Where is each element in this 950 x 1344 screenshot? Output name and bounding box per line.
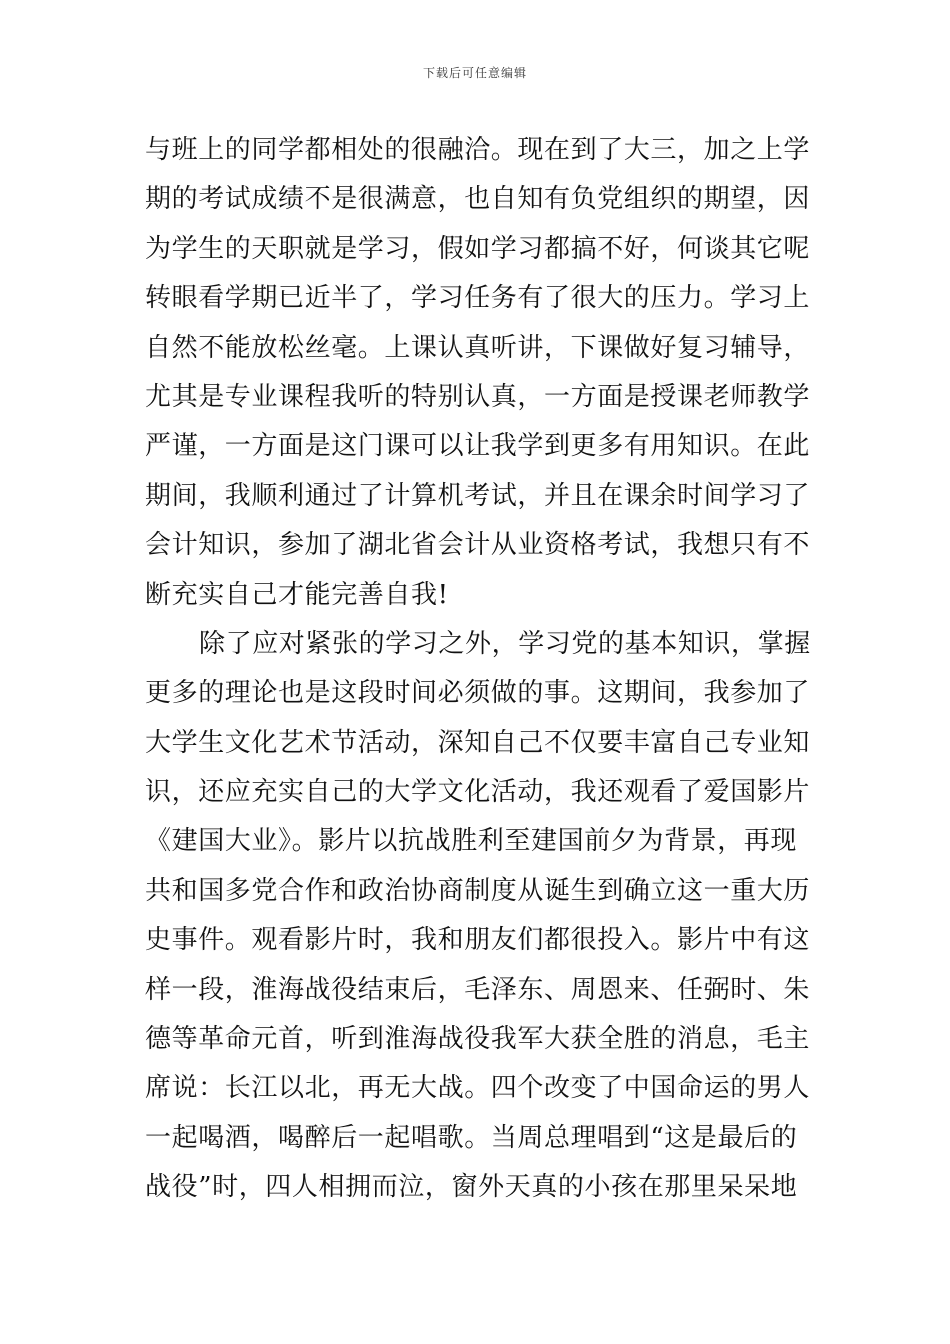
text-line: 更多的理论也是这段时间必须做的事。这期间，我参加了 [145,678,811,709]
text-line: 期间，我顺利通过了计算机考试，并且在课余时间学习了 [145,480,811,511]
text-line: 战役”时，四人相拥而泣，窗外天真的小孩在那里呆呆地 [145,1172,798,1203]
text-line: 转眼看学期已近半了，学习任务有了很大的压力。学习上 [145,283,811,314]
paragraph-first-line: 除了应对紧张的学习之外，学习党的基本知识，掌握 [199,628,811,659]
text-line: 大学生文化艺术节活动，深知自己不仅要丰富自己专业知 [145,727,811,758]
text-line: 一起喝酒，喝醉后一起唱歌。当周总理唱到“这是最后的 [145,1122,798,1153]
text-line: 席说：长江以北，再无大战。四个改变了中国命运的男人 [145,1073,811,1104]
text-line: 《建国大业》。影片以抗战胜利至建国前夕为背景，再现 [145,826,798,857]
text-line: 会计知识，参加了湖北省会计从业资格考试，我想只有不 [145,530,811,561]
document-body [145,126,815,1213]
text-line: 德等革命元首，听到淮海战役我军大获全胜的消息，毛主 [145,1024,811,1055]
text-line: 与班上的同学都相处的很融洽。现在到了大三，加之上学 [145,135,811,165]
text-line: 为学生的天职就是学习，假如学习都搞不好，何谈其它呢 [145,233,811,264]
text-line: 断充实自己才能完善自我! [145,579,449,610]
text-line: 样一段，淮海战役结束后，毛泽东、周恩来、任弼时、朱 [145,974,811,1005]
text-line: 共和国多党合作和政治协商制度从诞生到确立这一重大历 [145,875,811,906]
text-line: 自然不能放松丝毫。上课认真听讲，下课做好复习辅导， [145,332,811,363]
text-line: 史事件。观看影片时，我和朋友们都很投入。影片中有这 [145,925,811,956]
text-line: 严谨，一方面是这门课可以让我学到更多有用知识。在此 [145,431,811,462]
text-line: 尤其是专业课程我听的特别认真，一方面是授课老师教学 [145,381,811,412]
text-line: 期的考试成绩不是很满意，也自知有负党组织的期望，因 [145,184,811,215]
page-header: 下载后可任意编辑 [422,66,527,80]
text-line: 识，还应充实自己的大学文化活动，我还观看了爱国影片 [145,777,811,808]
